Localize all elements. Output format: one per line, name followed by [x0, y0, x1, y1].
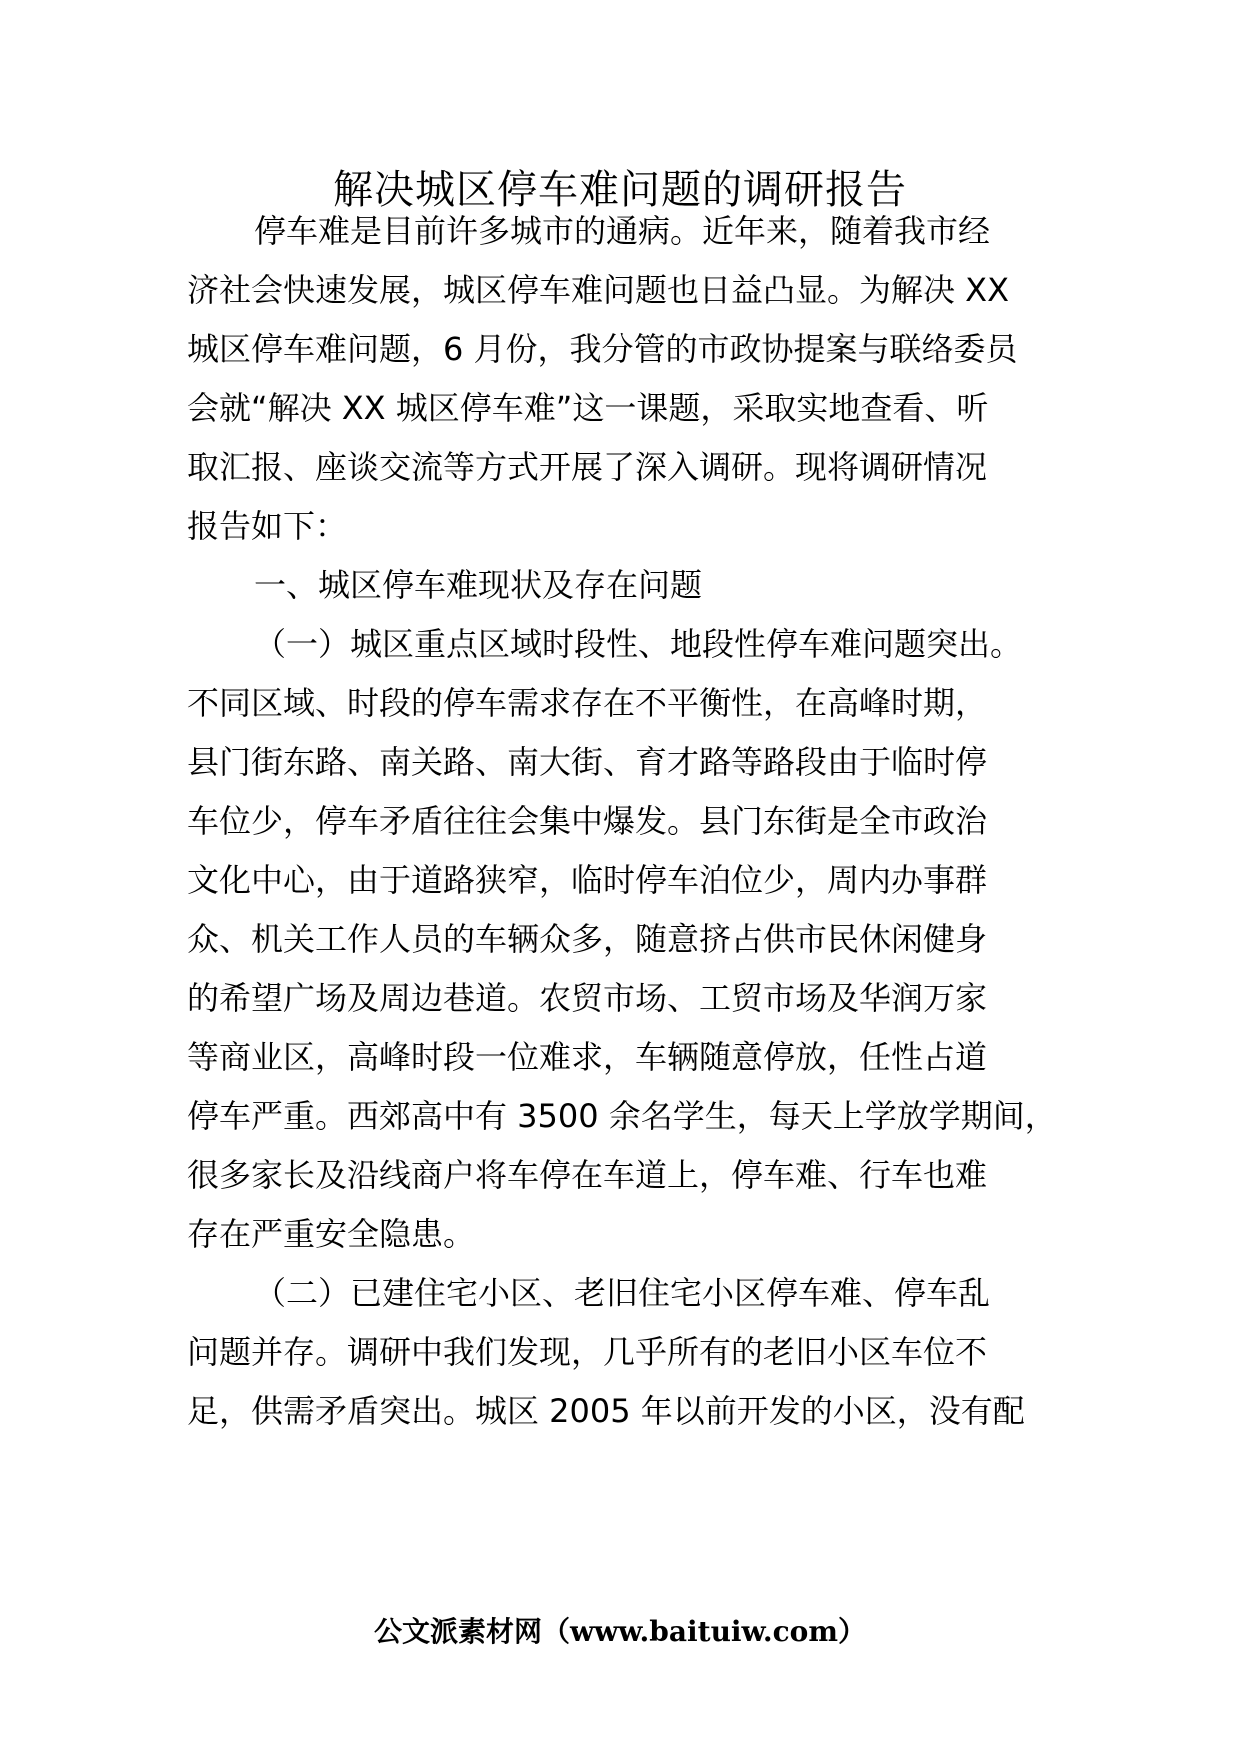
paragraph-line: 县门街东路、南关路、南大街、育才路等路段由于临时停 [187, 743, 988, 781]
paragraph-line: 停车严重。西郊高中有 3500 余名学生，每天上学放学期间， [187, 1097, 1057, 1135]
paragraph-line: 取汇报、座谈交流等方式开展了深入调研。现将调研情况 [187, 448, 988, 486]
paragraph-line: 很多家长及沿线商户将车停在车道上，停车难、行车也难 [187, 1156, 988, 1194]
paragraph-line: 济社会快速发展，城区停车难问题也日益凸显。为解决 XX [187, 271, 1010, 309]
document-title: 解决城区停车难问题的调研报告 [333, 167, 907, 213]
paragraph-line: 会就“解决 XX 城区停车难”这一课题，采取实地查看、听 [187, 389, 989, 427]
subsection-heading: （二）已建住宅小区、老旧住宅小区停车难、停车乱 [254, 1274, 991, 1312]
paragraph-line: 车位少，停车矛盾往往会集中爆发。县门东街是全市政治 [187, 802, 988, 840]
paragraph-line: 不同区域、时段的停车需求存在不平衡性，在高峰时期， [187, 684, 988, 722]
paragraph-line: 等商业区，高峰时段一位难求，车辆随意停放，任性占道 [187, 1038, 988, 1076]
paragraph-line: 停车难是目前许多城市的通病。近年来，随着我市经 [254, 212, 991, 250]
paragraph-line: 众、机关工作人员的车辆众多，随意挤占供市民休闲健身 [187, 920, 988, 958]
source-footer: 公文派素材网（www.baituiw.com） [374, 1615, 866, 1648]
paragraph-line: 问题并存。调研中我们发现，几乎所有的老旧小区车位不 [187, 1333, 988, 1371]
section-heading: 一、城区停车难现状及存在问题 [254, 566, 703, 604]
paragraph-line: 存在严重安全隐患。 [187, 1215, 476, 1253]
paragraph-line: 足，供需矛盾突出。城区 2005 年以前开发的小区，没有配 [187, 1392, 1025, 1430]
paragraph-line: 的希望广场及周边巷道。农贸市场、工贸市场及华润万家 [187, 979, 988, 1017]
paragraph-line: 文化中心，由于道路狭窄，临时停车泊位少，周内办事群 [187, 861, 988, 899]
paragraph-line: 报告如下： [187, 507, 348, 545]
paragraph-line: 城区停车难问题，6 月份，我分管的市政协提案与联络委员 [187, 330, 1018, 368]
subsection-heading: （一）城区重点区域时段性、地段性停车难问题突出。 [254, 625, 1023, 663]
